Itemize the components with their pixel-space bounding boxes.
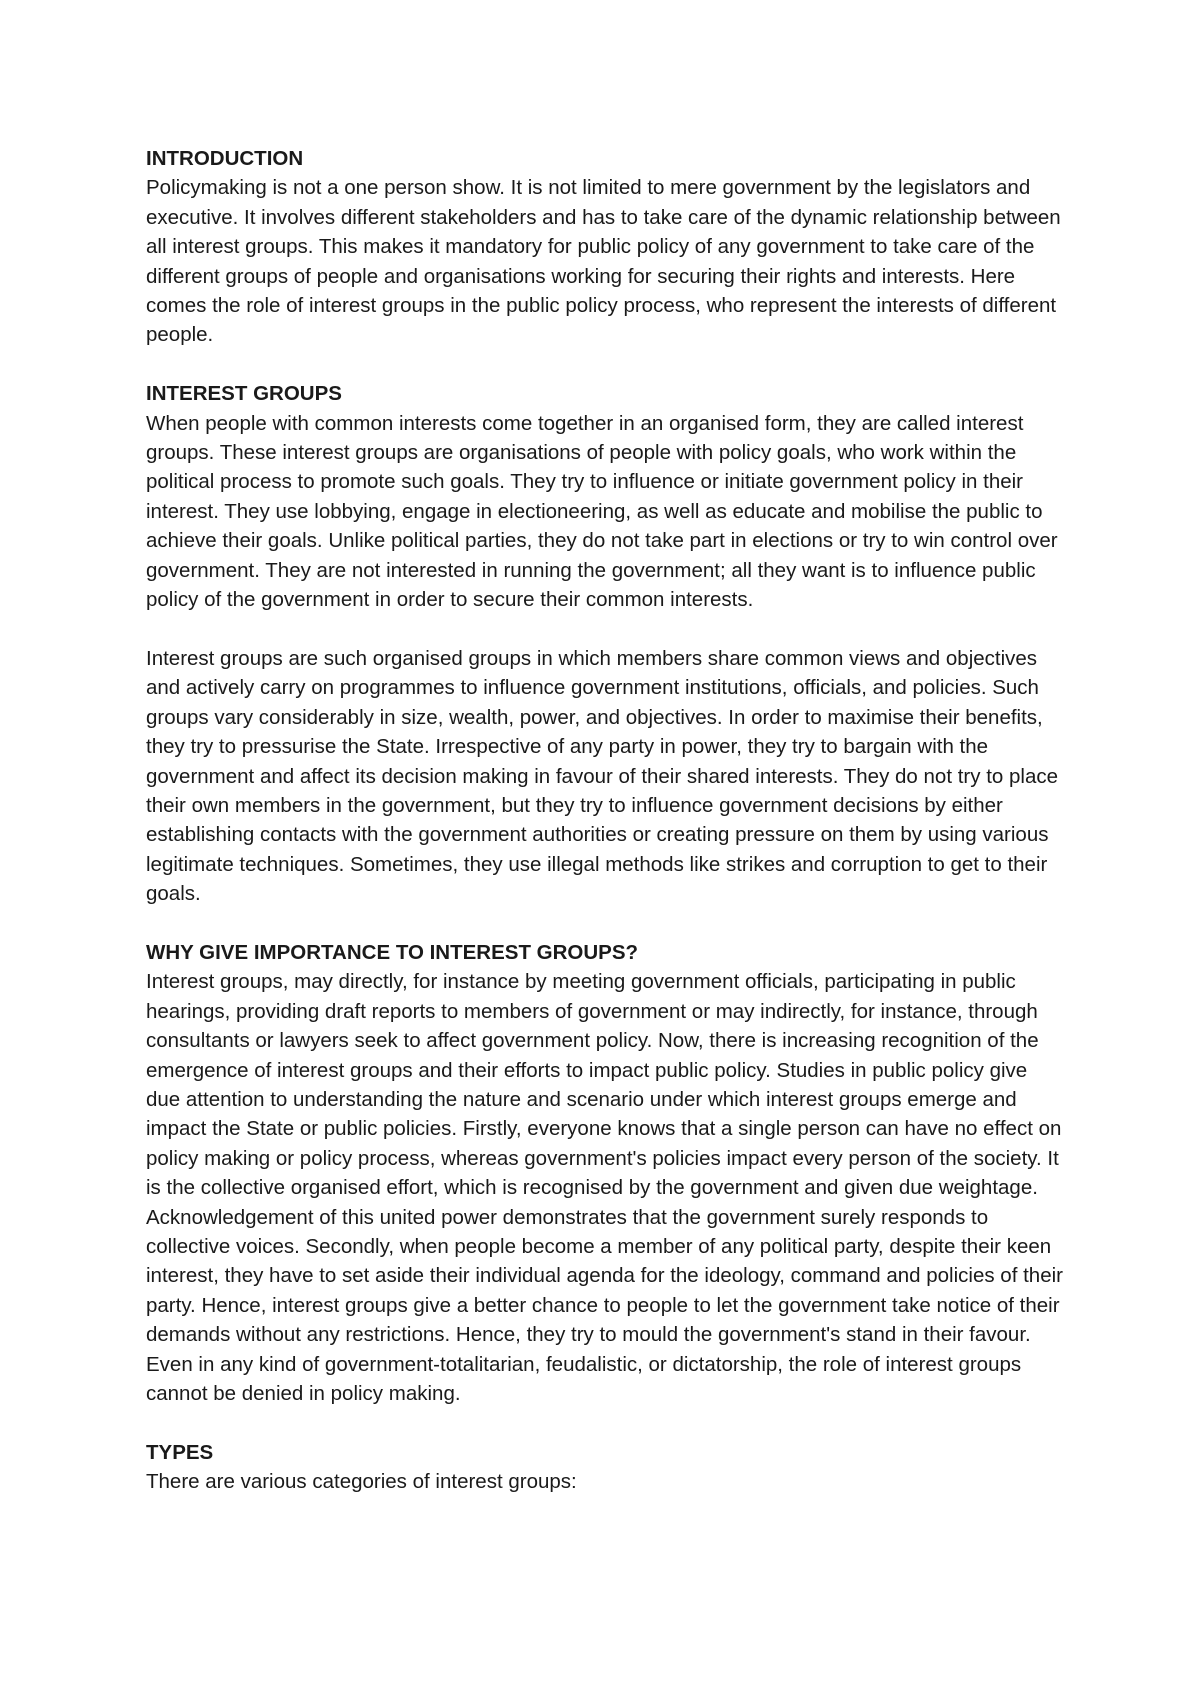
spacer (146, 1408, 1066, 1437)
paragraph: Interest groups are such organised groups in which members share common views and objectives and actively carry on programmes to influence government institutions, officials, and policies. Such groups vary considerably in size, wealth, power, and objectives. In order to maximise their benefits, they try to pressurise the State. Irrespective of any party in power, they try to bargain with the government and affect its decision making in favour of their shared interests. They do not try to place their own members in the government, but they try to influence government decisions by either establishing contacts with the government authorities or creating pressure on them by using various legitimate techniques. Sometimes, they use illegal methods like strikes and corruption to get to their goals. (146, 646, 1058, 906)
paragraph: There are various categories of interest groups: (146, 1470, 577, 1494)
section-interest-groups (146, 379, 1066, 908)
paragraph: Interest groups, may directly, for instance by meeting government officials, participating in public hearings, providing draft reports to members of government or may indirectly, for instance, through consultants or lawyers seek to affect government policy. Now, there is increasing recognition of the emergence of interest groups and their efforts to impact public policy. Studies in public policy give due attention to understanding the nature and scenario under which interest groups emerge and impact the State or public policies. Firstly, everyone knows that a single person can have no effect on policy making or policy process, whereas government's policies impact every person of the society. It is the collective organised effort, which is recognised by the government and given due weightage. Acknowledgement of this united power demonstrates that the government surely responds to collective voices. Secondly, when people become a member of any political party, despite their keen interest, they have to set aside their individual agenda for the ideology, command and policies of their party. Hence, interest groups give a better chance to people to let the government take notice of their demands without any restrictions. Hence, they try to mould the government's stand in their favour. Even in any kind of government-totalitarian, feudalistic, or dictatorship, the role of interest groups cannot be denied in policy making. (146, 970, 1063, 1406)
section-why-importance (146, 938, 1066, 1409)
section-types (146, 1438, 1066, 1497)
section-heading: INTRODUCTION (146, 147, 304, 170)
spacer (146, 614, 1066, 643)
spacer (146, 350, 1066, 379)
section-heading: TYPES (146, 1440, 214, 1464)
section-introduction (146, 144, 1066, 350)
section-heading: WHY GIVE IMPORTANCE TO INTEREST GROUPS? (146, 940, 639, 964)
section-heading: INTEREST GROUPS (146, 382, 342, 406)
document-page (146, 144, 1066, 1497)
paragraph: Policymaking is not a one person show. It is not limited to mere government by the legislators and executive. It involves different stakeholders and has to take care of the dynamic relationship between all interest groups. This makes it mandatory for public policy of any government to take care of the different groups of people and organisations working for securing their rights and interests. Here comes the role of interest groups in the public policy process, who represent the interests of different people. (146, 176, 1061, 347)
spacer (146, 909, 1066, 938)
paragraph: When people with common interests come together in an organised form, they are called interest groups. These interest groups are organisations of people with policy goals, who work within the political process to promote such goals. They try to influence or initiate government policy in their interest. They use lobbying, engage in electioneering, as well as educate and mobilise the public to achieve their goals. Unlike political parties, they do not take part in elections or try to win control over government. They are not interested in running the government; all they want is to influence public policy of the government in order to secure their common interests. (146, 411, 1058, 612)
